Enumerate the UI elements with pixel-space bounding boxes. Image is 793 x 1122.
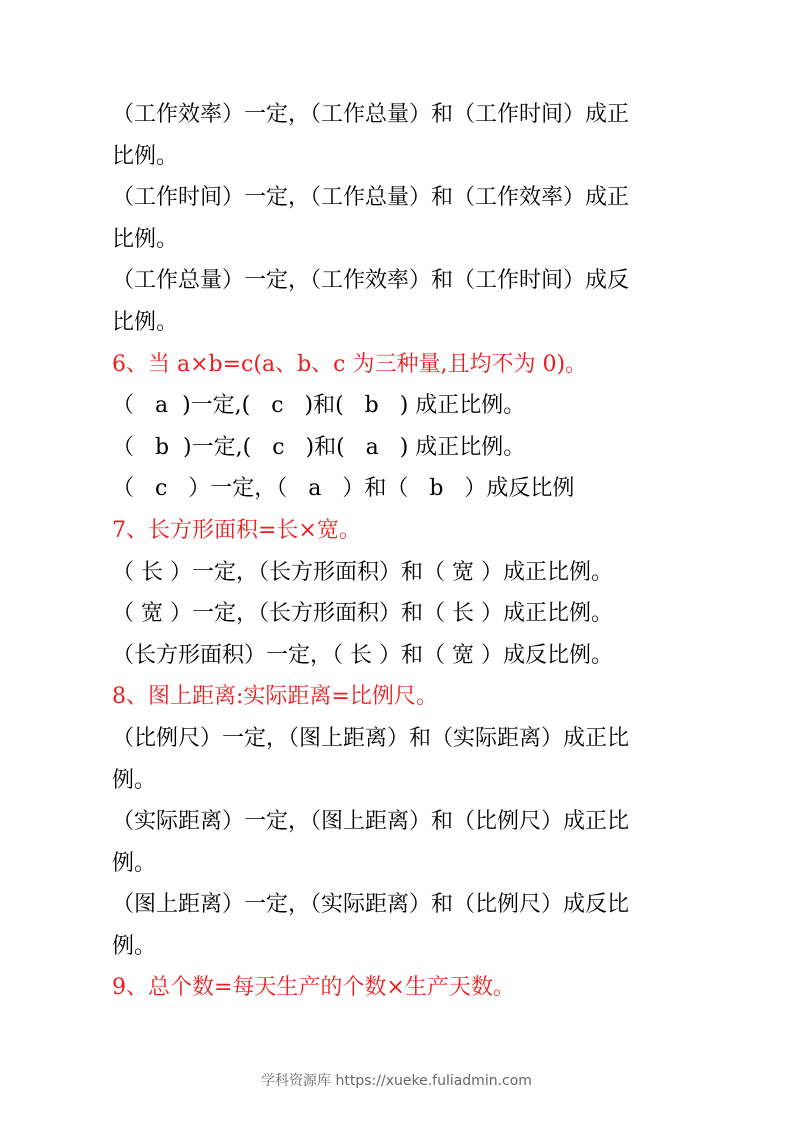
section-heading-9: 9、总个数=每天生产的个数×生产天数。 xyxy=(112,975,515,1001)
body-line: （ b )一定,( c )和( a ) 成正比例。 xyxy=(112,434,526,460)
body-line: （ c ）一定，（ a ）和（ b ）成反比例 xyxy=(112,476,575,502)
body-line: 比例。 xyxy=(112,143,179,169)
body-line: （ 长 ）一定，（长方形面积）和（ 宽 ）成正比例。 xyxy=(112,559,613,585)
document-body xyxy=(112,94,692,1009)
body-line: （比例尺）一定，（图上距离）和（实际距离）成正比 xyxy=(112,725,630,751)
body-line: （长方形面积）一定，（ 长 ）和（ 宽 ）成反比例。 xyxy=(112,642,613,668)
body-line: 例。 xyxy=(112,767,157,793)
section-heading-8: 8、图上距离:实际距离=比例尺。 xyxy=(112,684,438,710)
body-line: （工作时间）一定，（工作总量）和（工作效率）成正 xyxy=(112,185,630,211)
body-line: 例。 xyxy=(112,850,157,876)
body-line: （实际距离）一定，（图上距离）和（比例尺）成正比 xyxy=(112,809,630,835)
body-line: （ a )一定,( c )和( b ) 成正比例。 xyxy=(112,393,526,419)
section-heading-7: 7、长方形面积=长×宽。 xyxy=(112,517,361,543)
body-line: 例。 xyxy=(112,933,157,959)
body-line: 比例。 xyxy=(112,226,179,252)
footer-watermark: 学科资源库 https://xueke.fuliadmin.com xyxy=(261,1073,532,1089)
body-line: （ 宽 ）一定，（长方形面积）和（ 长 ）成正比例。 xyxy=(112,601,613,627)
body-line: （工作总量）一定，（工作效率）和（工作时间）成反 xyxy=(112,268,630,294)
body-line: （图上距离）一定，（实际距离）和（比例尺）成反比 xyxy=(112,892,630,918)
body-line: 比例。 xyxy=(112,309,179,335)
body-line: （工作效率）一定，（工作总量）和（工作时间）成正 xyxy=(112,102,630,127)
section-heading-6: 6、当 a×b=c(a、b、c 为三种量,且均不为 0)。 xyxy=(112,351,588,377)
